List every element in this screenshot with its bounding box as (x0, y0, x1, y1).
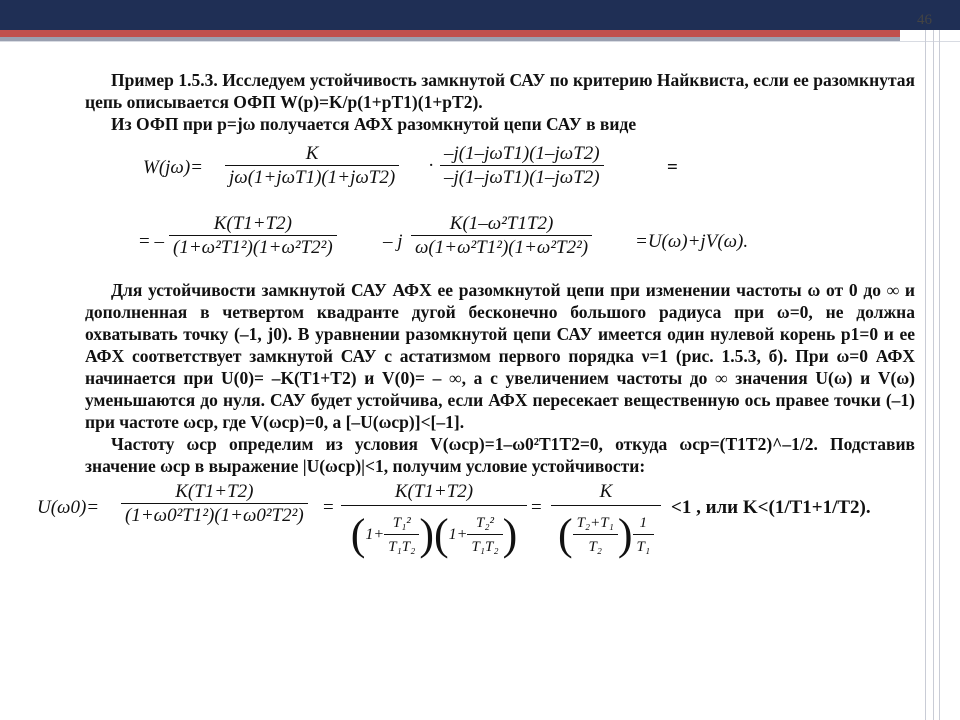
eq3-fraction-3: K ( $\frac{\text{T₂+T₁}}{\text{T₂}}$ ) $\frac{1}{\text{T₁}}$ (551, 481, 661, 558)
eq2-fraction-2 (411, 213, 592, 259)
eq2-numerator-2: K(1–ω²T1T2) (449, 213, 554, 234)
eq2-numerator-1: K(T1+T2) (213, 213, 292, 234)
paragraph-example (85, 69, 915, 113)
eq2-denominator-2: ω(1+ω²T1²)(1+ω²T2²) (411, 235, 592, 259)
slide-body (37, 69, 915, 591)
eq3-numerator-2: K(T1+T2) (394, 481, 474, 502)
eq3-fraction-2: K(T1+T2) (1+ $\frac{\text{T₁²}}{\text{T₁T₂}}$ )(1+ $\frac{\text{T₂²}}{\text{T₁T₂}}$ ) (341, 481, 527, 558)
eq3-fraction-1 (121, 481, 308, 527)
equation-3: U(ω0)= $\frac{K(T1+T2)}{\text{(1+ω0²T1²)(1+ω0²T2²)}}$ = K(T1+T2) (1+ $\frac{\text{T₁²}}{\text{T₁T₂}}$ )(1+ $\frac{\text{T₂²}}{\text{T₁T₂}}$ ) = K ( $\frac{\text{T₂+T₁}}{\text{T₂}}$ ) $\frac{1}{\text{T₁}}$ <1 , или K<(1/T1+1/T2). (37, 481, 871, 559)
example-text: Исследуем устойчивость замкнутой САУ по критерию Найквиста, если ее разомкнутая цепь описывается ОФП W(p)=K/p(1+pT1)(1+pT2). (85, 70, 915, 112)
eq1-fraction-2 (440, 143, 604, 189)
eq2-fraction-1 (169, 213, 337, 259)
eq1-numerator-1: K (305, 143, 319, 164)
equation-1: W(jω)= K jω(1+jωT1)(1+jωT2) · –j(1–jωT1)(1–jωT2) –j(1–jωT1)(1–jωT2) = (143, 143, 678, 188)
page-number: 46 (917, 12, 932, 28)
equation-2: = – $\frac{K(T1+T2)}{\text{(1+ω²T1²)(1+ω²T2²)}}$ – j $\frac{\text{K(1–ω²T1T2)}}{\text{ω(1+ω²T1²)(1+ω²T2²)}}$ =U(ω)+jV(ω). (139, 213, 749, 258)
eq3-denominator-1: (1+ω0²T1²)(1+ω0²T2²) (121, 503, 308, 527)
eq2-rhs: =U(ω)+jV(ω). (635, 231, 749, 252)
eq1-lhs: W(jω)= (143, 157, 203, 178)
example-label: Пример 1.5.3. (111, 70, 218, 90)
eq1-denominator-2: –j(1–jωT1)(1–jωT2) (440, 165, 604, 189)
eq3-lhs: U(ω0)= (37, 497, 100, 518)
eq3-tail: <1 , или K<(1/T1+1/T2). (671, 497, 871, 518)
header-bar (0, 0, 960, 30)
eq1-numerator-2: –j(1–jωT1)(1–jωT2) (444, 143, 600, 164)
header-divider (0, 41, 960, 42)
eq3-numerator-1: K(T1+T2) (175, 481, 254, 502)
paragraph-frequency: Частоту ωср определим из условия V(ωср)=1–ω0²T1T2=0, откуда ωср=(T1T2)^–1/2. Подставив значение ωср в выражение |U(ωср)|<1, получим условие устойчивости: (85, 434, 915, 476)
eq3-numerator-3: K (599, 481, 613, 502)
accent-stripe (0, 30, 900, 37)
paragraph-afc: Из ОФП при p=jω получается АФХ разомкнутой цепи САУ в виде (111, 114, 637, 134)
eq1-denominator-1: jω(1+jωT1)(1+jωT2) (225, 165, 399, 189)
paragraph-stability: Для устойчивости замкнутой САУ АФХ ее разомкнутой цепи при изменении частоты ω от 0 до ∞ и дополненная в четвертом квадранте дугой бесконечно большого радиуса при ω=0, не должна охватывать точку (–1, j0). В уравнении разомкнутой цепи САУ имеется один нулевой корень p1=0 и ее АФХ соответствует замкнутой САУ с астатизмом первого порядка ν=1 (рис. 1.5.3, б). При ω=0 АФХ начинается при U(0)= –K(T1+T2) и V(0)= – ∞, а с увеличением частоты до ∞ значения U(ω) и V(ω) уменьшаются до нуля. САУ будет устойчива, если АФХ пересекает вещественную ось правее точки (–1) при частоте ωср, где V(ωср)=0, а [–U(ωср)]<[–1]. (85, 280, 915, 432)
eq2-denominator-1: (1+ω²T1²)(1+ω²T2²) (169, 235, 337, 259)
eq1-fraction-1 (225, 143, 399, 189)
